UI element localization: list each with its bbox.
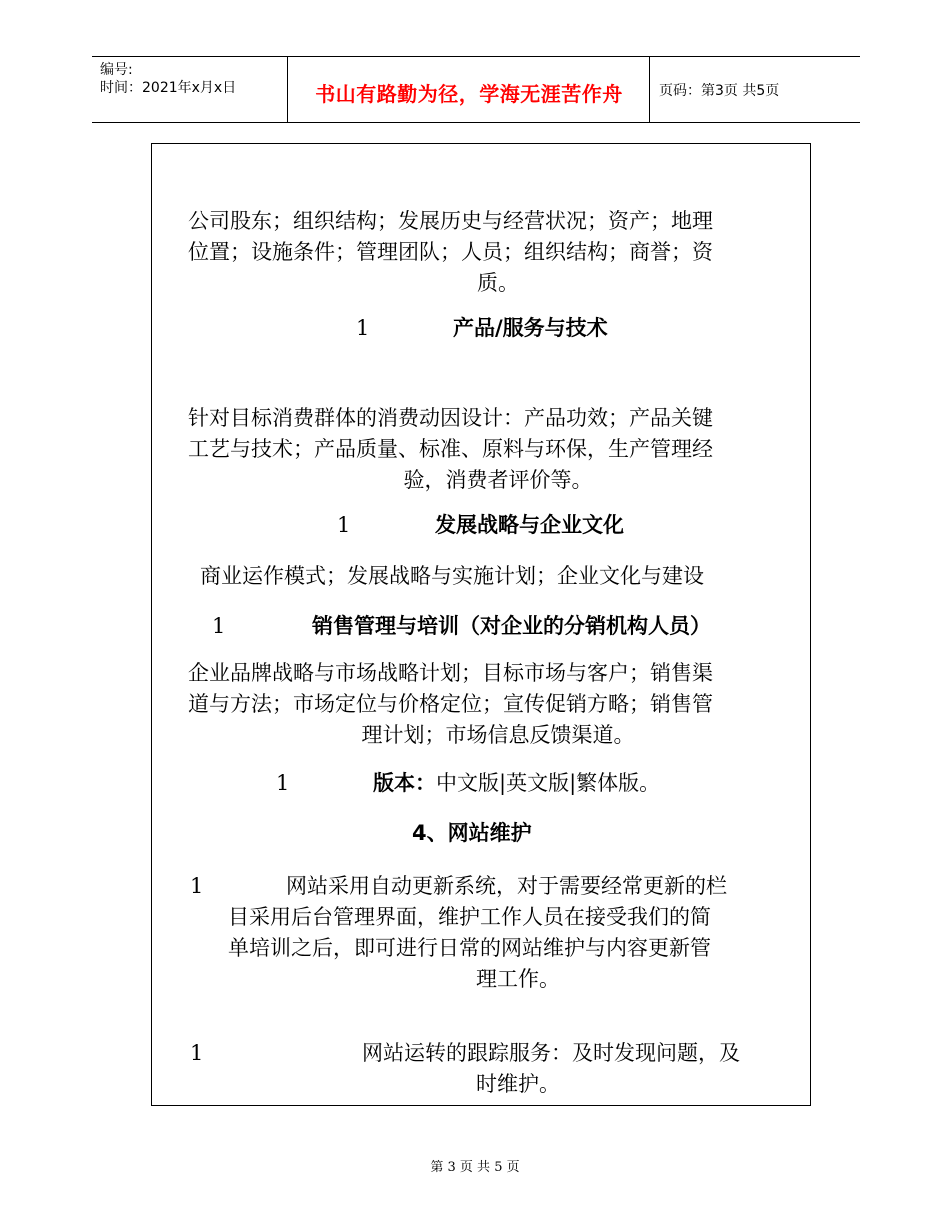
list-bullet: 1 [190,1041,204,1065]
header-page-label: 页码：第3页 共5页 [659,83,780,99]
heading-bullet: 1 [276,771,290,795]
para-line: 位置；设施条件；管理团队；人员；组织结构；商誉；资 [188,240,713,264]
para-products [188,403,808,496]
para-line: 理计划；市场信息反馈渠道。 [361,723,635,747]
heading-bullet: 1 [212,614,226,638]
para-line: 理工作。 [476,967,560,991]
para-line: 单培训之后，即可进行日常的网站维护与内容更新管 [228,936,711,960]
heading-products: 产品/服务与技术 [453,316,608,340]
version-label: 版本： [373,771,436,795]
para-strategy: 商业运作模式；发展战略与实施计划；企业文化与建设 [200,564,704,588]
para-line: 时维护。 [476,1072,560,1096]
para-line: 目采用后台管理界面，维护工作人员在接受我们的简 [228,905,711,929]
para-line: 工艺与技术；产品质量、标准、原料与环保，生产管理经 [188,437,713,461]
para-line: 针对目标消费群体的消费动因设计：产品功效；产品关键 [188,406,713,430]
para-line: 质。 [477,271,519,295]
heading-strategy: 发展战略与企业文化 [435,513,624,537]
heading-bullet: 1 [356,316,370,340]
list-bullet: 1 [190,874,204,898]
heading-sales: 销售管理与培训（对企业的分销机构人员） [312,614,711,638]
page-footer: 第 3 页 共 5 页 [430,1160,520,1175]
header-meta [100,61,236,97]
header-top-rule [92,56,860,57]
heading-bullet: 1 [337,513,351,537]
time-label: 时间：2021年x月x日 [100,80,237,96]
version-text: 中文版|英文版|繁体版。 [436,771,661,795]
header-motto: 书山有路勤为径，学海无涯苦作舟 [315,82,623,106]
list-item-auto-update [228,871,808,995]
header-bottom-rule [92,122,860,123]
para-sales [188,658,808,751]
header-divider-left [287,57,288,122]
list-item-tracking [228,1038,808,1100]
para-line: 道与方法；市场定位与价格定位；宣传促销方略；销售管 [188,692,713,716]
para-line: 公司股东；组织结构；发展历史与经营状况；资产；地理 [188,209,713,233]
section-title: 4、网站维护 [412,821,532,845]
para-line: 验，消费者评价等。 [403,468,593,492]
version-line [373,768,660,799]
para-line: 网站运转的跟踪服务：及时发现问题，及 [362,1041,740,1065]
header-divider-right [649,57,650,122]
para-company-info [188,206,808,299]
serial-label: 编号: [100,62,133,78]
para-line: 企业品牌战略与市场战略计划；目标市场与客户；销售渠 [188,661,713,685]
para-line: 网站采用自动更新系统，对于需要经常更新的栏 [286,874,727,898]
